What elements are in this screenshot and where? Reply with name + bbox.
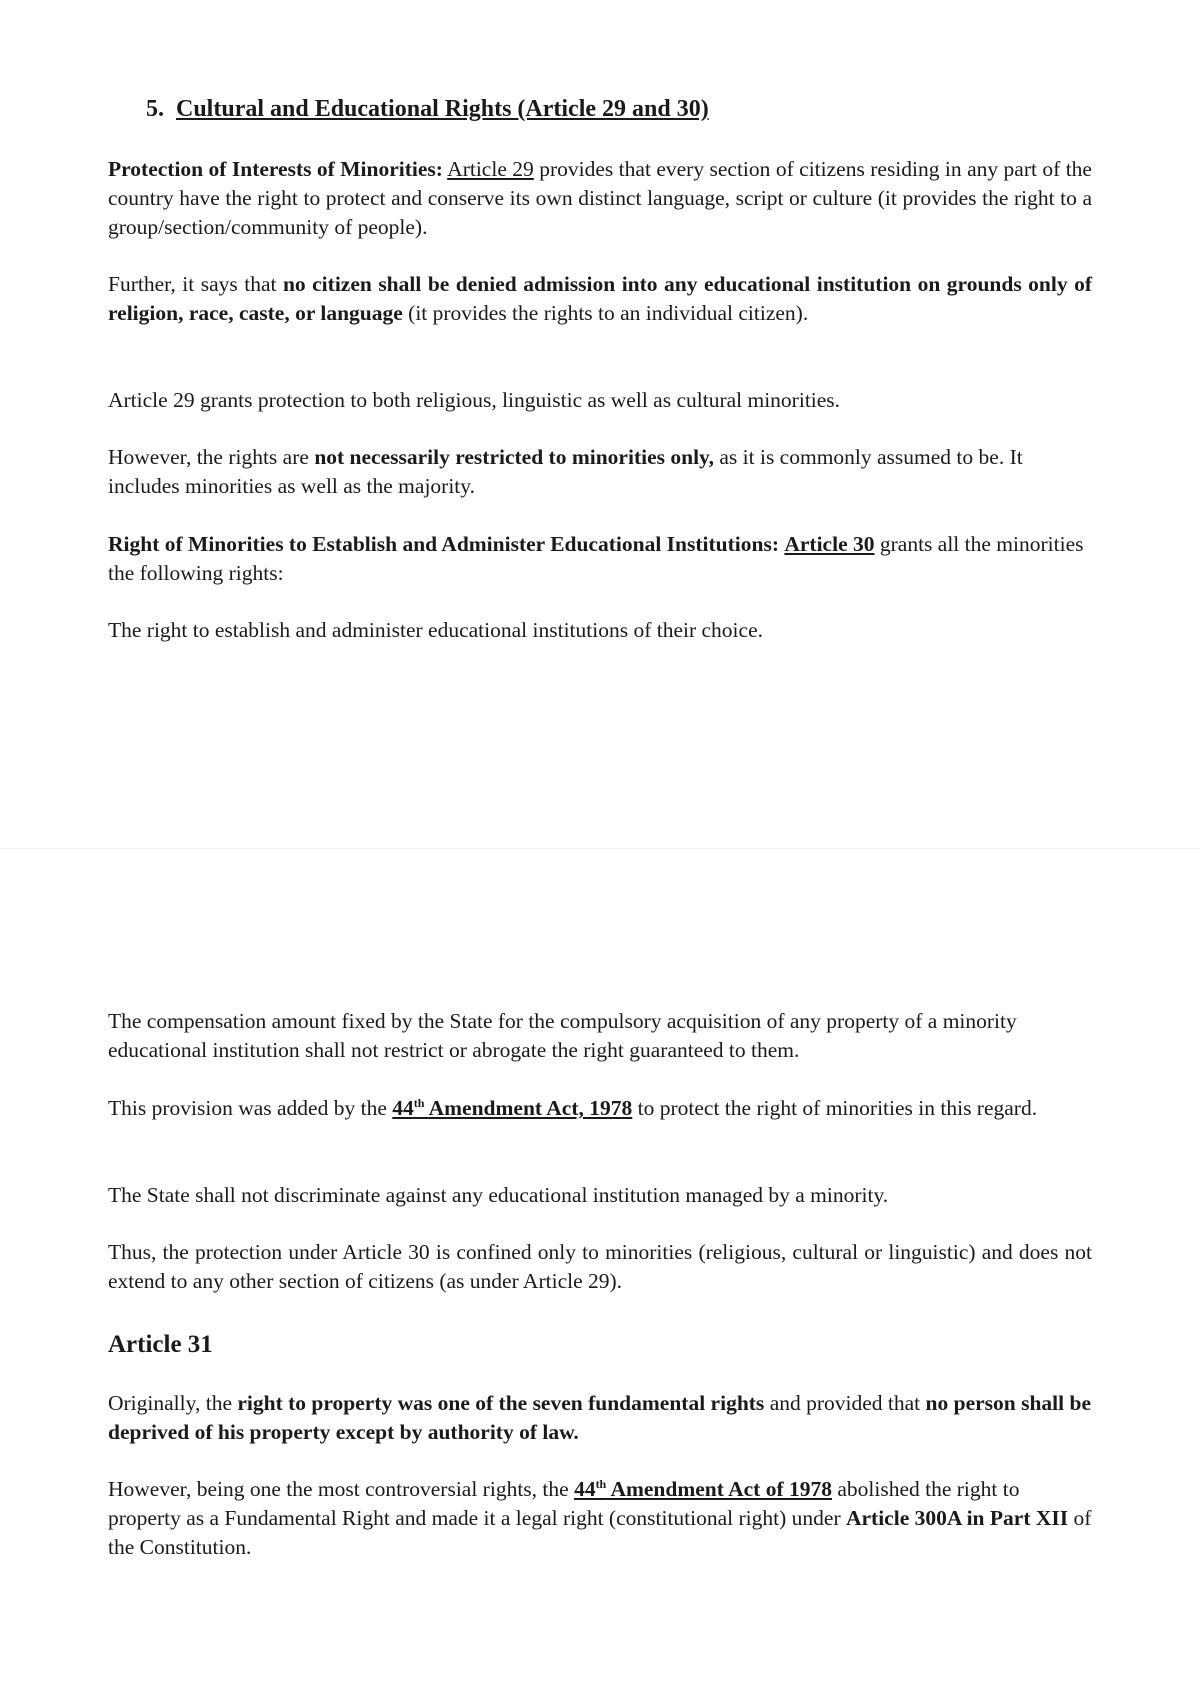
article-29-link[interactable]: Article 29 [447,157,534,181]
paragraph-article-29 [108,155,1092,242]
paragraph-admission [108,270,1092,328]
bold-text: Article 300A in Part XII [845,1506,1069,1530]
paragraph-compensation [108,1007,1092,1065]
paragraph-abolished [108,1475,1092,1562]
section-title [146,94,709,124]
paragraph-text: This provision was added by the [108,1096,387,1120]
paragraph-text: provides that every section of citizens residing in any part of the country have the right to protect and conserve its own distinct language, script or culture (it provides the right to a group/section/community of people). [108,157,1092,239]
page-break-divider [0,848,1200,849]
paragraph-text: Article 29 grants protection to both religious, linguistic as well as cultural minorities. [108,388,841,412]
paragraph-text: Thus, the protection under Article 30 is confined only to minorities (religious, cultural or linguistic) and does not extend to any other section of citizens (as under Article 29). [108,1240,1092,1293]
paragraph-article-30 [108,530,1092,588]
paragraph-text: to protect the right of minorities in this regard. [637,1096,1038,1120]
paragraph-protection [108,386,1092,415]
paragraph-text: The compensation amount fixed by the State for the compulsory acquisition of any property of a minority educational institution shall not restrict or abrogate the right guaranteed to them. [108,1009,1017,1062]
paragraph-text: Originally, the [108,1391,232,1415]
paragraph-right-to-property [108,1389,1092,1447]
paragraph-text: Further, it says that [108,272,277,296]
section-title-text: Cultural and Educational Rights (Article 29 and 30) [176,96,709,122]
paragraph-text: (it provides the rights to an individual citizen). [408,301,809,325]
section-number: 5. [146,96,164,122]
bold-text: no person shall be deprived of his property except by authority of law. [108,1391,1092,1444]
bold-text: no citizen shall be denied admission into any educational institution on grounds only of religion, race, caste, or language [108,272,1092,325]
bold-lead: Protection of Interests of Minorities: [108,157,443,181]
article-30-link[interactable]: Article 30 [784,532,875,556]
paragraph-text: of the Constitution. [108,1506,1092,1559]
44th-amendment-1978-link[interactable]: 44th Amendment Act of 1978 [574,1476,832,1501]
paragraph-text: The right to establish and administer educational institutions of their choice. [108,618,763,642]
paragraph-text: The State shall not discriminate against any educational institution managed by a minority. [108,1183,889,1207]
paragraph-text: grants all the minorities the following rights: [108,532,1084,585]
bold-text: not necessarily restricted to minorities only, [314,445,714,469]
paragraph-text: However, the rights are [108,445,309,469]
bold-lead: Right of Minorities to Establish and Administer Educational Institutions: [108,532,779,556]
44th-amendment-link[interactable]: 44th Amendment Act, 1978 [392,1095,633,1120]
bold-text: right to property was one of the seven fundamental rights [237,1391,765,1415]
paragraph-44th-amendment [108,1094,1092,1123]
paragraph-discriminate [108,1181,1092,1210]
paragraph-text: abolished the right to property as a Fundamental Right and made it a legal right (constitutional right) under [108,1477,1020,1530]
paragraph-text: and provided that [769,1391,921,1415]
paragraph-confined [108,1238,1092,1296]
paragraph-right-establish [108,616,1092,645]
paragraph-text: However, being one the most controversial rights, the [108,1477,569,1501]
paragraph-majority [108,443,1092,501]
paragraph-text: as it is commonly assumed to be. It includes minorities as well as the majority. [108,445,1023,498]
heading-article-31: Article 31 [108,1331,213,1358]
